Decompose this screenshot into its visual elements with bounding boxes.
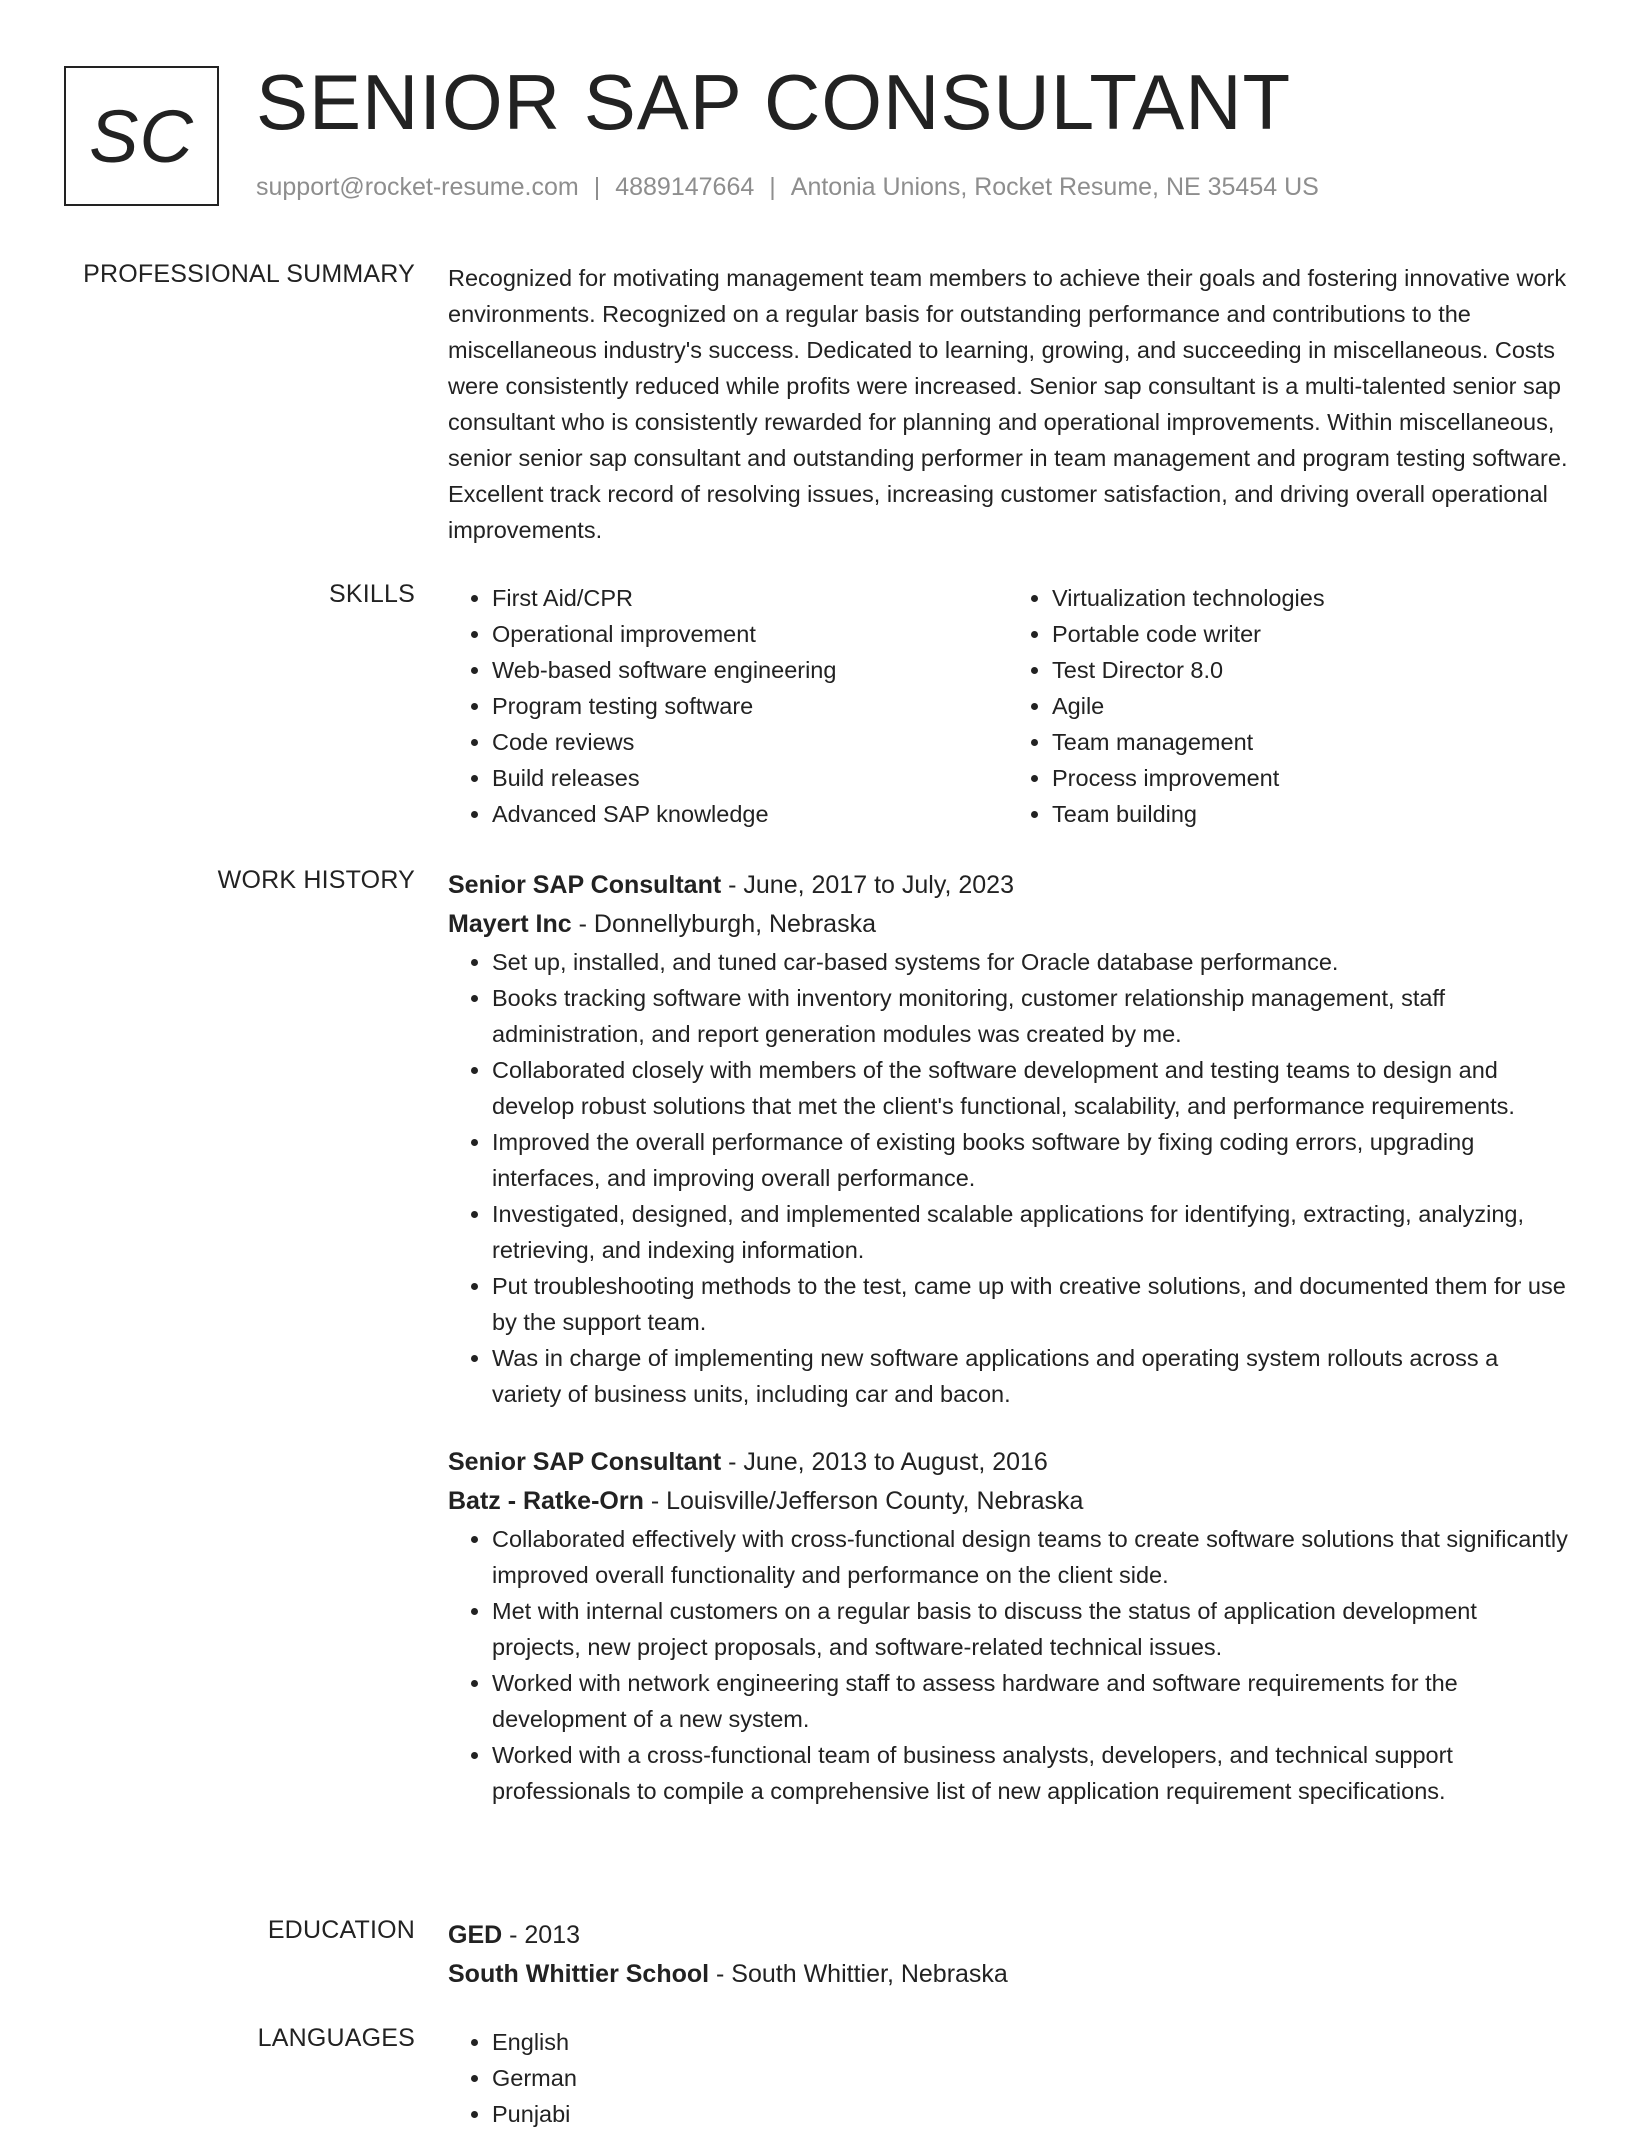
skill-item: • First Aid/CPR — [492, 580, 1008, 616]
education-degree-line — [448, 1916, 1568, 1955]
job-company-line — [448, 1482, 1568, 1521]
job-bullet-list — [448, 944, 1568, 1412]
job-company: Mayert Inc — [448, 910, 572, 938]
job-bullet: • Collaborated effectively with cross-functional design teams to create software solutions that significantly improved overall functionality and performance on the client side. — [492, 1521, 1568, 1593]
job-bullet: • Was in charge of implementing new software applications and operating system rollouts across a variety of business units, including car and bacon. — [492, 1340, 1568, 1412]
education-body — [448, 1916, 1568, 1994]
language-item: • German — [492, 2060, 1568, 2096]
skill-item: • Program testing software — [492, 688, 1008, 724]
contact-address: Antonia Unions, Rocket Resume, NE 35454 US — [790, 173, 1319, 201]
skill-item: • Operational improvement — [492, 616, 1008, 652]
job-company: Batz - Ratke-Orn — [448, 1487, 644, 1515]
monogram-badge — [64, 66, 219, 206]
education-location: - South Whittier, Nebraska — [709, 1960, 1008, 1988]
job-entry — [448, 1443, 1568, 1809]
skill-item: • Team management — [1052, 724, 1568, 760]
job-bullet: • Worked with network engineering staff to assess hardware and software requirements for the development of a new system. — [492, 1665, 1568, 1737]
skill-item: • Advanced SAP knowledge — [492, 796, 1008, 832]
job-bullet-list — [448, 1521, 1568, 1809]
section-title-skills: SKILLS — [329, 580, 415, 608]
skills-list-left — [448, 580, 1008, 832]
summary-text: Recognized for motivating management team members to achieve their goals and fostering innovative work environments. Recognized on a regular basis for outstanding performance and contributions to the miscellaneous industry's success. Dedicated to learning, growing, and succeeding in miscellaneous. Costs were consistently reduced while profits were increased. Senior sap consultant is a multi-talented senior sap consultant who is consistently rewarded for planning and operational improvements. Within miscellaneous, senior senior sap consultant and outstanding performer in team management and program testing software. Excellent track record of resolving issues, increasing customer satisfaction, and driving overall operational improvements. — [448, 265, 1568, 543]
job-bullet: • Collaborated closely with members of the software development and testing teams to design and develop robust solutions that met the client's functional, scalability, and performance requirements. — [492, 1052, 1568, 1124]
job-bullet: • Improved the overall performance of existing books software by fixing coding errors, upgrading interfaces, and improving overall performance. — [492, 1124, 1568, 1196]
contact-separator: | — [593, 173, 601, 201]
section-title-summary: PROFESSIONAL SUMMARY — [83, 260, 415, 288]
skill-item: • Process improvement — [1052, 760, 1568, 796]
job-role: Senior SAP Consultant — [448, 1448, 722, 1476]
skills-columns — [448, 580, 1568, 832]
job-bullet: • Put troubleshooting methods to the test, came up with creative solutions, and documented them for use by the support team. — [492, 1268, 1568, 1340]
work-history-body — [448, 866, 1568, 1809]
skill-item: • Code reviews — [492, 724, 1008, 760]
job-role-line — [448, 866, 1568, 905]
section-title-languages: LANGUAGES — [257, 2024, 415, 2052]
language-item: • English — [492, 2024, 1568, 2060]
languages-body — [448, 2024, 1568, 2132]
skills-list-right — [1008, 580, 1568, 832]
job-location: - Donnellyburgh, Nebraska — [571, 910, 876, 938]
contact-line — [256, 173, 1319, 202]
job-bullet: • Met with internal customers on a regular basis to discuss the status of application development projects, new project proposals, and software-related technical issues. — [492, 1593, 1568, 1665]
section-title-education: EDUCATION — [267, 1916, 415, 1944]
job-bullet: • Investigated, designed, and implemented scalable applications for identifying, extracting, analyzing, retrieving, and indexing information. — [492, 1196, 1568, 1268]
skill-item: • Team building — [1052, 796, 1568, 832]
education-school: South Whittier School — [448, 1960, 710, 1988]
skill-item: • Build releases — [492, 760, 1008, 796]
job-company-line — [448, 905, 1568, 944]
skill-item: • Portable code writer — [1052, 616, 1568, 652]
education-year: - 2013 — [502, 1921, 581, 1949]
section-title-work: WORK HISTORY — [217, 866, 415, 894]
skill-item: • Test Director 8.0 — [1052, 652, 1568, 688]
skills-body — [448, 580, 1568, 832]
job-role-line — [448, 1443, 1568, 1482]
job-role: Senior SAP Consultant — [448, 871, 722, 899]
contact-separator: | — [769, 173, 776, 201]
job-bullet: • Books tracking software with inventory monitoring, customer relationship management, staff administration, and report generation modules was created by me. — [492, 980, 1568, 1052]
job-bullet: • Set up, installed, and tuned car-based systems for Oracle database performance. — [492, 944, 1568, 980]
job-entry — [448, 866, 1568, 1412]
skill-item: • Agile — [1052, 688, 1568, 724]
skill-item: • Web-based software engineering — [492, 652, 1008, 688]
education-school-line — [448, 1955, 1568, 1994]
job-dates: - June, 2017 to July, 2023 — [721, 871, 1014, 899]
resume-title: SENIOR SAP CONSULTANT — [256, 58, 1292, 146]
job-dates: - June, 2013 to August, 2016 — [721, 1448, 1048, 1476]
languages-list — [448, 2024, 1568, 2132]
job-location: - Louisville/Jefferson County, Nebraska — [643, 1487, 1084, 1515]
education-degree: GED — [448, 1921, 503, 1949]
job-bullet: • Worked with a cross-functional team of business analysts, developers, and technical support professionals to compile a comprehensive list of new application requirement specifications. — [492, 1737, 1568, 1809]
summary-body — [448, 260, 1568, 548]
contact-email[interactable]: support@rocket-resume.com — [256, 173, 579, 201]
monogram-initials: SC — [89, 94, 194, 178]
language-item: • Punjabi — [492, 2096, 1568, 2132]
skill-item: • Virtualization technologies — [1052, 580, 1568, 616]
contact-phone[interactable]: 4889147664 — [615, 173, 755, 201]
